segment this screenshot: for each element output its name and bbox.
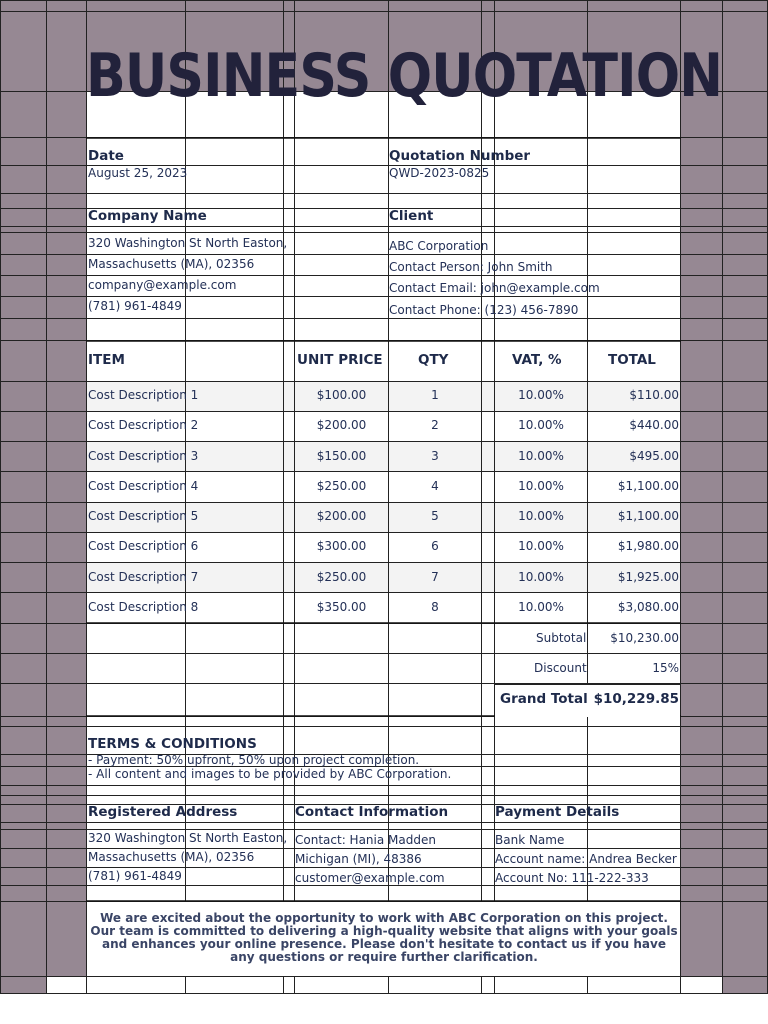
row-qty: 2 (431, 418, 439, 432)
header-vat: VAT, % (512, 352, 562, 368)
closing-note: We are excited about the opportunity to work with ABC Corporation on this project. Our team is committed to delivering a high-quality website that aligns with your goals and enhances your online presence. Please don't hesitate to contact us if you have any questions or require further clarification. (90, 911, 678, 964)
company-label: Company Name (88, 208, 207, 224)
row-qty: 3 (431, 449, 439, 463)
quotation-number-label: Quotation Number (389, 148, 531, 164)
company-email: company@example.com (88, 278, 237, 292)
row-qty: 4 (431, 479, 439, 493)
row-unit-price: $200.00 (316, 509, 367, 523)
row-vat: 10.00% (518, 449, 564, 463)
row-total: $1,980.00 (617, 539, 679, 553)
row-vat: 10.00% (518, 509, 564, 523)
row-item: Cost Description 3 (88, 449, 199, 463)
header-total: TOTAL (608, 352, 656, 368)
row-total: $440.00 (629, 418, 679, 432)
row-total: $495.00 (629, 449, 679, 463)
row-unit-price: $250.00 (316, 479, 367, 493)
header-qty: QTY (418, 352, 449, 368)
terms-line: - Payment: 50% upfront, 50% upon project completion. (88, 753, 420, 767)
row-item: Cost Description 7 (88, 570, 199, 584)
row-total: $1,925.00 (617, 570, 679, 584)
client-line: ABC Corporation (389, 239, 489, 253)
row-item: Cost Description 6 (88, 539, 199, 553)
row-vat: 10.00% (518, 388, 564, 402)
company-phone: (781) 961-4849 (88, 299, 182, 313)
right-band (681, 0, 768, 994)
row-unit-price: $300.00 (316, 539, 367, 553)
row-unit-price: $250.00 (316, 570, 367, 584)
discount-value: 15% (652, 661, 679, 675)
payment-details-label: Payment Details (495, 804, 620, 820)
contact-information-line: Contact: Hania Madden (295, 833, 436, 847)
registered-address-phone: (781) 961-4849 (88, 869, 182, 883)
row-vat: 10.00% (518, 570, 564, 584)
left-band-gap (46, 976, 86, 994)
row-total: $1,100.00 (617, 509, 679, 523)
row-item: Cost Description 4 (88, 479, 199, 493)
row-vat: 10.00% (518, 539, 564, 553)
row-unit-price: $200.00 (316, 418, 367, 432)
subtotal-value: $10,230.00 (610, 631, 679, 645)
grand-total-value: $10,229.85 (593, 691, 679, 707)
right-band-gap (681, 976, 722, 994)
registered-address-label: Registered Address (88, 804, 238, 820)
date-label: Date (88, 148, 124, 164)
row-unit-price: $150.00 (316, 449, 367, 463)
row-qty: 5 (431, 509, 439, 523)
header-unit-price: UNIT PRICE (297, 352, 383, 368)
row-item: Cost Description 2 (88, 418, 199, 432)
registered-address-line: 320 Washington St North Easton, (88, 831, 288, 845)
row-vat: 10.00% (518, 418, 564, 432)
payment-details-line: Bank Name (495, 833, 565, 847)
client-line: Contact Person: John Smith (389, 260, 553, 274)
client-line: Contact Email: john@example.com (389, 281, 600, 295)
registered-address-line: Massachusetts (MA), 02356 (88, 850, 255, 864)
subtotal-label: Subtotal (536, 631, 587, 645)
row-item: Cost Description 5 (88, 509, 199, 523)
row-item: Cost Description 1 (88, 388, 199, 402)
left-band (0, 0, 86, 994)
client-label: Client (389, 208, 434, 224)
company-line: 320 Washington St North Easton, (88, 236, 288, 250)
contact-information-email: customer@example.com (295, 871, 445, 885)
header-item: ITEM (88, 352, 125, 368)
discount-label: Discount (534, 661, 587, 675)
row-total: $1,100.00 (617, 479, 679, 493)
company-line: Massachusetts (MA), 02356 (88, 257, 255, 271)
contact-information-line: Michigan (MI), 48386 (295, 852, 422, 866)
row-vat: 10.00% (518, 479, 564, 493)
row-total: $3,080.00 (617, 600, 679, 614)
grand-total-label: Grand Total (500, 691, 588, 707)
date-value: August 25, 2023 (88, 166, 188, 180)
row-qty: 1 (431, 388, 439, 402)
contact-information-label: Contact Information (295, 804, 449, 820)
row-total: $110.00 (629, 388, 679, 402)
payment-details-line: Account No: 111-222-333 (495, 871, 649, 885)
terms-line: - All content and images to be provided by ABC Corporation. (88, 767, 452, 781)
row-qty: 7 (431, 570, 439, 584)
row-item: Cost Description 8 (88, 600, 199, 614)
row-qty: 6 (431, 539, 439, 553)
row-vat: 10.00% (518, 600, 564, 614)
payment-details-line: Account name: Andrea Becker (495, 852, 677, 866)
row-unit-price: $100.00 (316, 388, 367, 402)
row-unit-price: $350.00 (316, 600, 367, 614)
quotation-number-value: QWD-2023-0825 (389, 166, 490, 180)
client-line: Contact Phone: (123) 456-7890 (389, 303, 579, 317)
page-title: BUSINESS QUOTATION (86, 41, 723, 111)
terms-label: TERMS & CONDITIONS (88, 736, 257, 752)
row-qty: 8 (431, 600, 439, 614)
